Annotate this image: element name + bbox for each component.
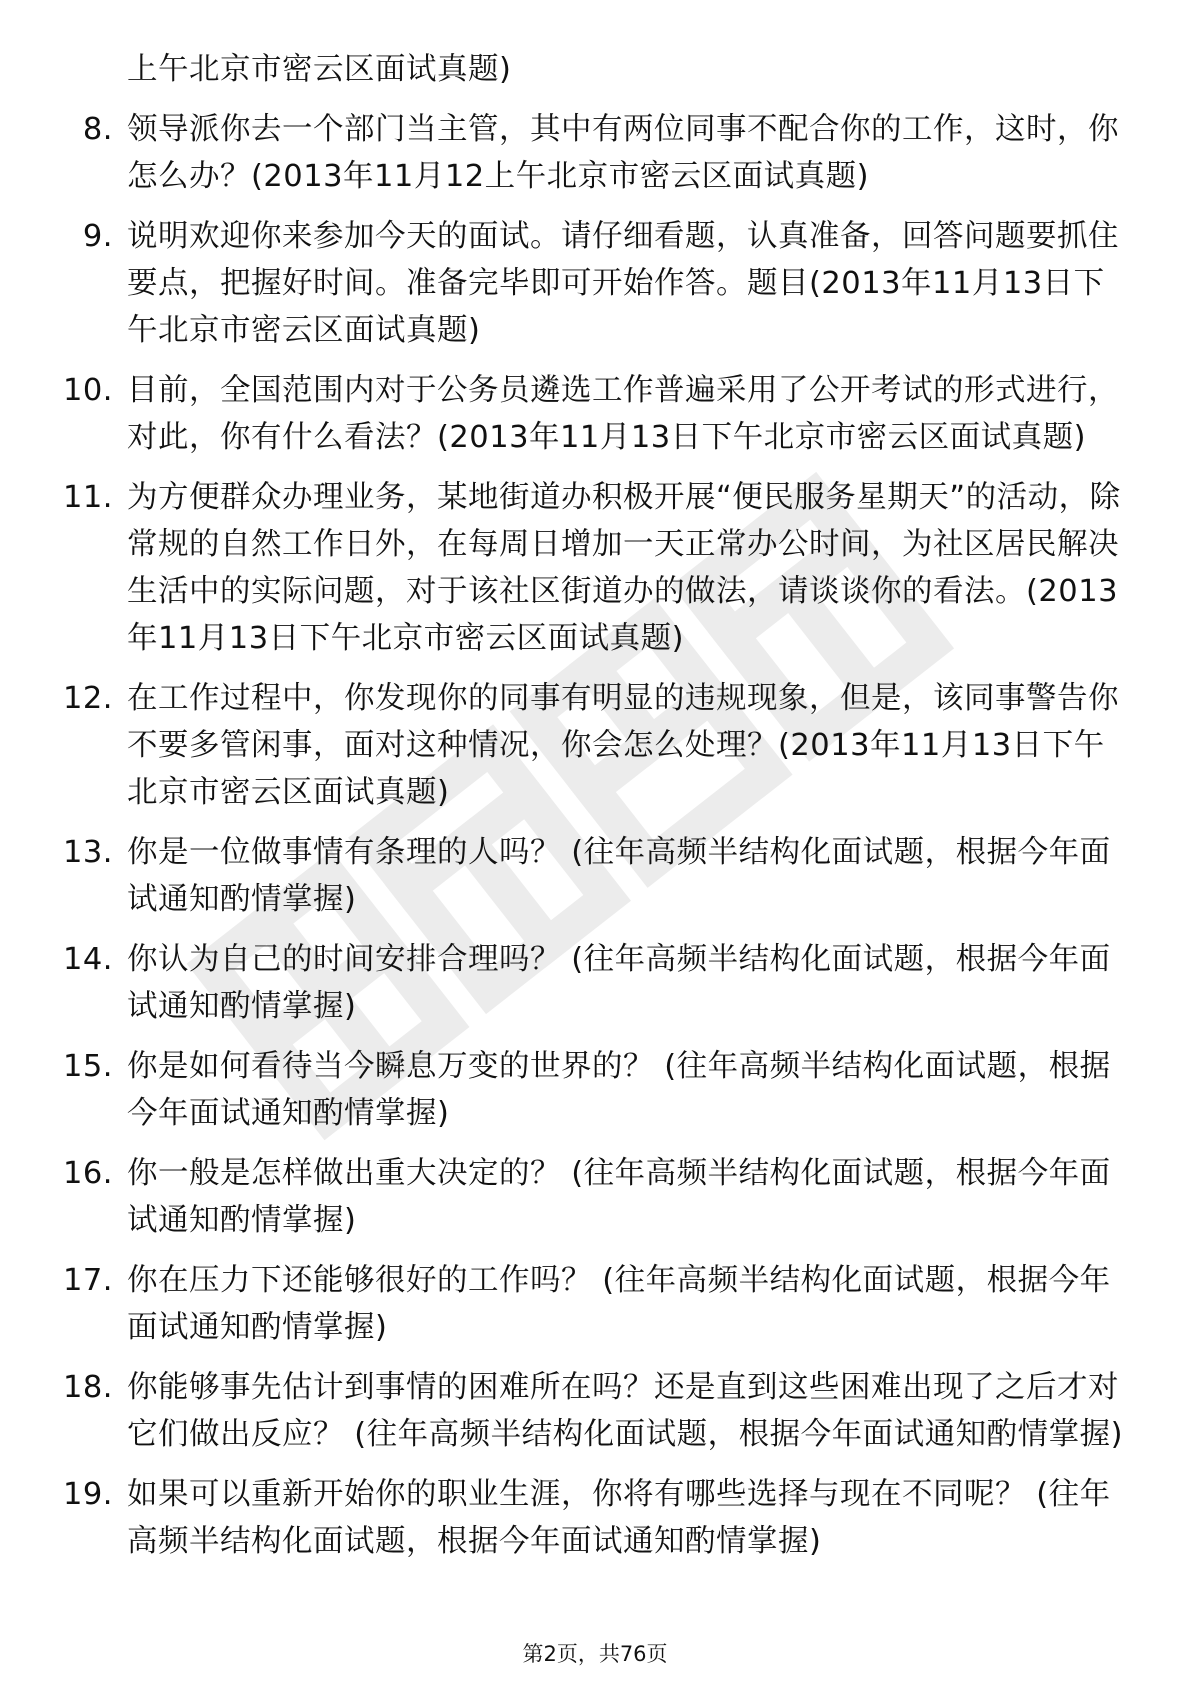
question-number: 16. [62,1156,113,1191]
question-item [58,213,1133,354]
question-text: 你在压力下还能够很好的工作吗？ (往年高频半结构化面试题，根据今年面试通知酌情掌握) [127,1263,1111,1345]
question-item [58,474,1133,662]
question-number: 14. [62,942,113,977]
question-text: 如果可以重新开始你的职业生涯，你将有哪些选择与现在不同呢？ (往年高频半结构化面试题，根据今年面试通知酌情掌握) [127,1477,1111,1559]
question-number: 8. [82,112,113,147]
question-text: 在工作过程中，你发现你的同事有明显的违规现象，但是，该同事警告你不要多管闲事，面对这种情况，你会怎么处理？(2013年11月13日下午北京市密云区面试真题) [127,681,1119,810]
question-item [58,936,1133,1030]
question-item [58,106,1133,200]
question-number: 19. [62,1477,113,1512]
question-item [58,1257,1133,1351]
question-text: 目前，全国范围内对于公务员遴选工作普遍采用了公开考试的形式进行，对此，你有什么看法？(2013年11月13日下午北京市密云区面试真题) [127,373,1119,455]
question-item [58,675,1133,816]
page-footer: 第2页，共76页 [522,1642,668,1666]
continuation-line: 上午北京市密云区面试真题) [127,52,512,87]
question-number: 9. [82,219,113,254]
question-number: 17. [62,1263,113,1298]
question-text: 为方便群众办理业务，某地街道办积极开展“便民服务星期天”的活动，除常规的自然工作日外，在每周日增加一天正常办公时间，为社区居民解决生活中的实际问题，对于该社区街道办的做法，请谈谈你的看法。(2013年11月13日下午北京市密云区面试真题) [127,480,1121,656]
question-number: 15. [62,1049,113,1084]
question-text: 说明欢迎你来参加今天的面试。请仔细看题，认真准备，回答问题要抓住要点，把握好时间。准备完毕即可开始作答。题目(2013年11月13日下午北京市密云区面试真题) [127,219,1119,348]
question-number: 12. [62,681,113,716]
question-number: 18. [62,1370,113,1405]
question-text: 你一般是怎样做出重大决定的？ (往年高频半结构化面试题，根据今年面试通知酌情掌握) [127,1156,1111,1238]
question-number: 11. [62,480,113,515]
question-text: 你认为自己的时间安排合理吗？ (往年高频半结构化面试题，根据今年面试通知酌情掌握) [127,942,1111,1024]
question-item [58,1471,1133,1565]
question-text: 你能够事先估计到事情的困难所在吗？还是直到这些困难出现了之后才对它们做出反应？ (往年高频半结构化面试题，根据今年面试通知酌情掌握) [127,1370,1123,1452]
question-text: 领导派你去一个部门当主管，其中有两位同事不配合你的工作，这时，你怎么办？(2013年11月12上午北京市密云区面试真题) [127,112,1119,194]
question-text: 你是如何看待当今瞬息万变的世界的？ (往年高频半结构化面试题，根据今年面试通知酌情掌握) [127,1049,1111,1131]
question-item [58,1150,1133,1244]
question-item [58,1364,1133,1458]
question-number: 13. [62,835,113,870]
question-item [58,1043,1133,1137]
question-item [58,367,1133,461]
question-text: 你是一位做事情有条理的人吗？ (往年高频半结构化面试题，根据今年面试通知酌情掌握) [127,835,1111,917]
question-item [58,829,1133,923]
question-list [58,46,1133,1578]
question-number: 10. [62,373,113,408]
